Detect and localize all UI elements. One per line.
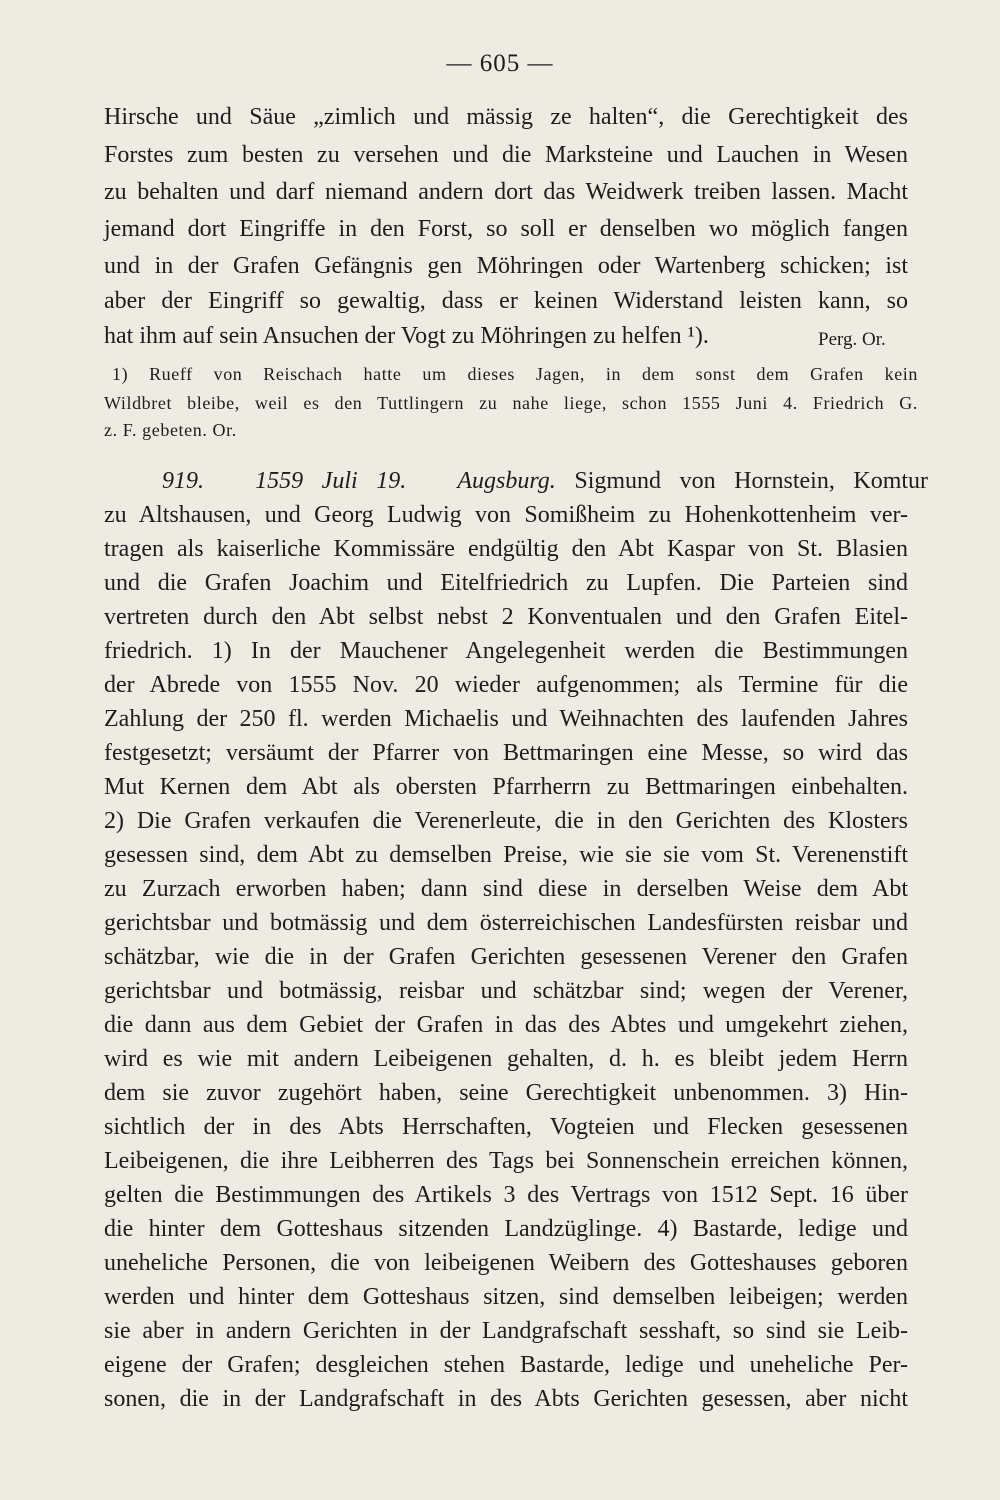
text-line: der Abrede von 1555 Nov. 20 wieder aufgenommen; als Termine für die <box>104 672 908 698</box>
text-line: schätzbar, wie die in der Grafen Gerichten gesessenen Verener den Grafen <box>104 944 908 970</box>
text-line: gerichtsbar und botmässig, reisbar und schätzbar sind; wegen der Verener, <box>104 978 908 1004</box>
text-line: die dann aus dem Gebiet der Grafen in das des Abtes und umgekehrt ziehen, <box>104 1012 908 1038</box>
page-number: — 605 — <box>446 50 554 77</box>
text-line: aber der Eingriff so gewaltig, dass er keinen Widerstand leisten kann, so <box>104 288 908 314</box>
text-line: werden und hinter dem Gotteshaus sitzen, sind demselben leibeigen; werden <box>104 1284 908 1310</box>
text-line: sie aber in andern Gerichten in der Landgrafschaft sesshaft, so sind sie Leib- <box>104 1318 908 1344</box>
text-line: festgesetzt; versäumt der Pfarrer von Bettmaringen eine Messe, so wird das <box>104 740 908 766</box>
text-line: gelten die Bestimmungen des Artikels 3 des Vertrags von 1512 Sept. 16 über <box>104 1182 908 1208</box>
text-line: Mut Kernen dem Abt als obersten Pfarrherrn zu Bettmaringen einbehalten. <box>104 774 908 800</box>
footnote-line: 1) Rueff von Reischach hatte um dieses Jagen, in dem sonst dem Grafen kein <box>112 364 918 384</box>
text-line: sonen, die in der Landgrafschaft in des Abts Gerichten gesessen, aber nicht <box>104 1386 908 1412</box>
footnote-line: z. F. gebeten. Or. <box>104 420 237 440</box>
text-line: dem sie zuvor zugehört haben, seine Gerechtigkeit unbenommen. 3) Hin- <box>104 1080 908 1106</box>
text-line: friedrich. 1) In der Mauchener Angelegenheit werden die Bestimmungen <box>104 638 908 664</box>
text-line: und in der Grafen Gefängnis gen Möhringen oder Wartenberg schicken; ist <box>104 253 908 279</box>
text-line: Forstes zum besten zu versehen und die Marksteine und Lauchen in Wesen <box>104 142 908 168</box>
text-line: uneheliche Personen, die von leibeigenen Weibern des Gotteshauses geboren <box>104 1250 908 1276</box>
text-line: wird es wie mit andern Leibeigenen gehalten, d. h. es bleibt jedem Herrn <box>104 1046 908 1072</box>
entry-first-line-text: Sigmund von Hornstein, Komtur <box>574 468 929 494</box>
text-line: sichtlich der in des Abts Herrschaften, Vogteien und Flecken gesessenen <box>104 1114 908 1140</box>
text-line: zu behalten und darf niemand andern dort das Weidwerk treiben lassen. Macht <box>104 179 908 205</box>
text-line: Leibeigenen, die ihre Leibherren des Tags bei Sonnenschein erreichen können, <box>104 1148 908 1174</box>
text-line: zu Zurzach erworben haben; dann sind diese in derselben Weise dem Abt <box>104 876 908 902</box>
entry-heading <box>104 466 928 496</box>
text-line: und die Grafen Joachim und Eitelfriedrich zu Lupfen. Die Parteien sind <box>104 570 908 596</box>
footnote-line: Wildbret bleibe, weil es den Tuttlingern zu nahe liege, schon 1555 Juni 4. Friedrich G. <box>104 393 918 413</box>
text-line: hat ihm auf sein Ansuchen der Vogt zu Möhringen zu helfen ¹). <box>104 323 709 349</box>
text-line: Zahlung der 250 fl. werden Michaelis und Weihnachten des laufenden Jahres <box>104 706 908 732</box>
entry-number: 919. <box>162 468 204 494</box>
text-line: eigene der Grafen; desgleichen stehen Bastarde, ledige und uneheliche Per- <box>104 1352 908 1378</box>
text-line: vertreten durch den Abt selbst nebst 2 Konventualen und den Grafen Eitel- <box>104 604 908 630</box>
source-note: Perg. Or. <box>818 329 886 350</box>
text-line: gerichtsbar und botmässig und dem österreichischen Landesfürsten reisbar und <box>104 910 908 936</box>
text-line: tragen als kaiserliche Kommissäre endgültig den Abt Kaspar von St. Blasien <box>104 536 908 562</box>
entry-date: 1559 Juli 19. <box>255 468 407 494</box>
entry-place: Augsburg. <box>457 468 556 494</box>
text-line: Hirsche und Säue „zimlich und mässig ze halten“, die Gerechtigkeit des <box>104 104 908 130</box>
text-line: 2) Die Grafen verkaufen die Verenerleute, die in den Gerichten des Klosters <box>104 808 908 834</box>
text-line: zu Altshausen, und Georg Ludwig von Somißheim zu Hohenkottenheim ver- <box>104 502 908 528</box>
text-line: gesessen sind, dem Abt zu demselben Preise, wie sie sie vom St. Verenenstift <box>104 842 908 868</box>
text-line: die hinter dem Gotteshaus sitzenden Landzüglinge. 4) Bastarde, ledige und <box>104 1216 908 1242</box>
text-line: jemand dort Eingriffe in den Forst, so soll er denselben wo möglich fangen <box>104 216 908 242</box>
